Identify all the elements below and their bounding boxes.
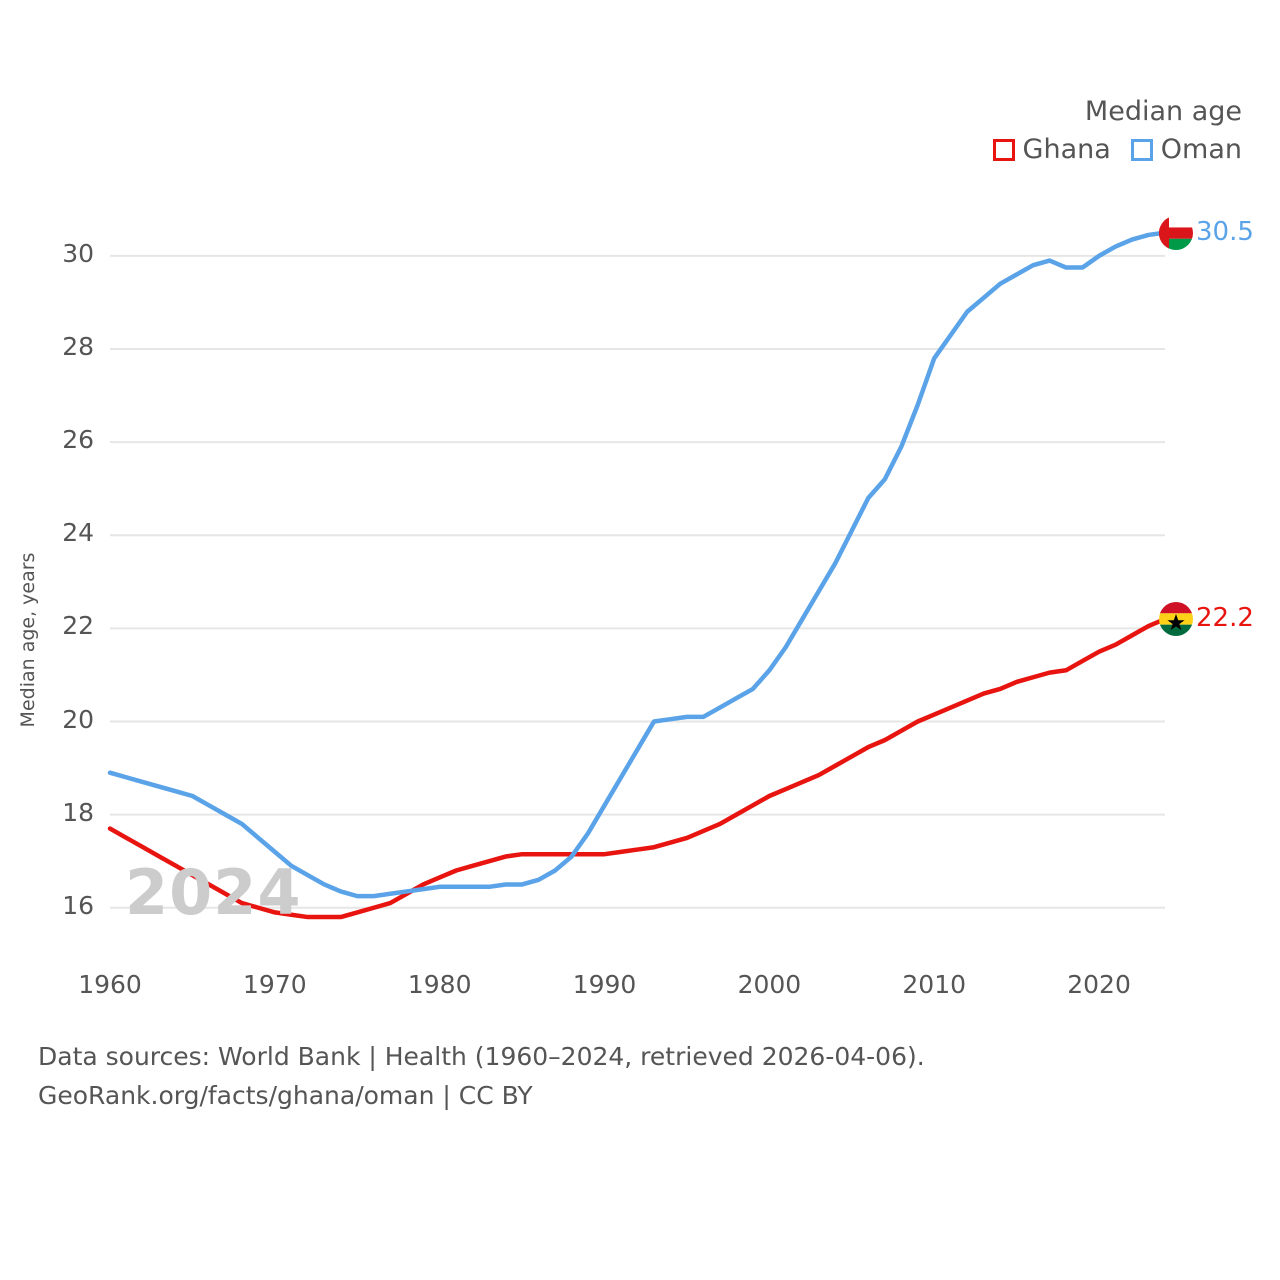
legend-title: Median age xyxy=(1084,96,1242,127)
y-axis-title: Median age, years xyxy=(17,552,39,728)
x-tick-label: 2020 xyxy=(1067,970,1131,999)
y-tick-label: 24 xyxy=(62,518,94,548)
flag-icon-oman xyxy=(1159,216,1193,250)
x-tick-label: 2010 xyxy=(902,970,967,999)
footer-data-sources: Data sources: World Bank | Health (1960–2024, retrieved 2026-04-06). xyxy=(38,1042,925,1071)
footer-credits xyxy=(38,1038,925,1116)
series-line-oman xyxy=(110,233,1165,897)
y-tick-label: 28 xyxy=(62,332,94,361)
y-tick-label: 22 xyxy=(62,611,94,641)
y-tick-label: 30 xyxy=(62,238,94,268)
endpoint-value-oman: 30.5 xyxy=(1196,216,1254,247)
y-tick-label: 16 xyxy=(62,890,94,920)
x-tick-label: 1990 xyxy=(572,970,637,999)
flag-icon-ghana xyxy=(1159,602,1193,636)
y-tick-label: 26 xyxy=(62,425,94,455)
x-tick-label: 1970 xyxy=(243,970,307,999)
y-tick-label: 18 xyxy=(62,797,94,827)
endpoint-value-ghana: 22.2 xyxy=(1196,603,1254,634)
x-tick-label: 2000 xyxy=(737,970,802,999)
legend-label-ghana: Ghana xyxy=(1022,134,1111,166)
x-tick-label: 1960 xyxy=(78,970,142,999)
year-watermark: 2024 xyxy=(125,856,302,929)
legend-label-oman: Oman xyxy=(1160,134,1242,166)
y-tick-label: 20 xyxy=(62,704,94,734)
x-tick-label: 1980 xyxy=(407,970,472,999)
footer-attribution: GeoRank.org/facts/ghana/oman | CC BY xyxy=(38,1080,533,1110)
